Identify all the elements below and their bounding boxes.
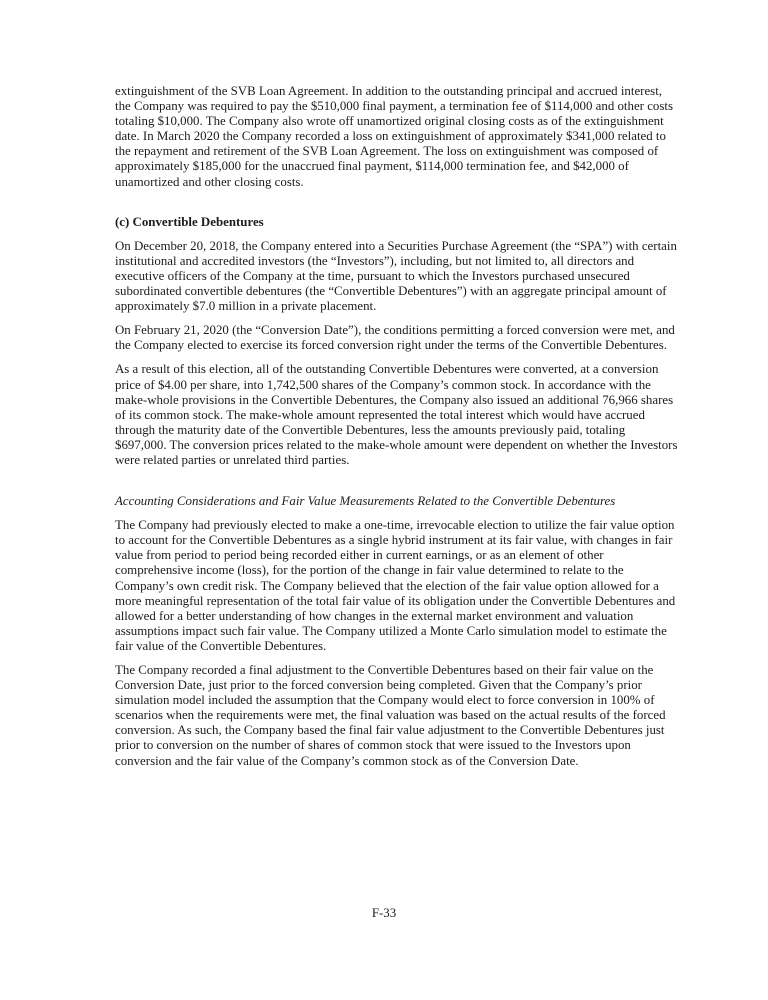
- body-paragraph-spa: On December 20, 2018, the Company entered into a Securities Purchase Agreement (the “SPA”) with certain institutional and accredited investors (the “Investors”), including, but not limited to, all directors and executive officers of the Company at the time, pursuant to which the Investors purchased unsecured subordinated convertible debentures (the “Convertible Debentures”) with an aggregate principal amount of approximately $7.0 million in a private placement.: [115, 238, 677, 314]
- document-body: [115, 84, 678, 778]
- subsection-heading-accounting-considerations: Accounting Considerations and Fair Value Measurements Related to the Convertible Debentures: [115, 494, 616, 509]
- body-paragraph-fair-value-option: The Company had previously elected to make a one-time, irrevocable election to utilize the fair value option to account for the Convertible Debentures as a single hybrid instrument at its fair value, with changes in fair value from period to period being recorded either in current earnings, or as an element of other comprehensive income (loss), for the portion of the change in fair value determined to relate to the Company’s own credit risk. The Company believed that the election of the fair value option allowed for a more meaningful representation of the total fair value of its obligation under the Convertible Debentures and allowed for a better understanding of how changes in the external market environment and valuation assumptions impact such fair value. The Company utilized a Monte Carlo simulation model to estimate the fair value of the Convertible Debentures.: [115, 518, 676, 653]
- body-paragraph-extinguishment: extinguishment of the SVB Loan Agreement. In addition to the outstanding principal and accrued interest, the Company was required to pay the $510,000 final payment, a termination fee of $114,000 and other costs totaling $10,000. The Company also wrote off unamortized original closing costs as of the extinguishment date. In March 2020 the Company recorded a loss on extinguishment of approximately $341,000 related to the repayment and retirement of the SVB Loan Agreement. The loss on extinguishment was composed of approximately $185,000 for the unaccrued final payment, $114,000 termination fee, and $42,000 of unamortized and other closing costs.: [115, 84, 673, 189]
- section-heading-convertible-debentures: (c) Convertible Debentures: [115, 214, 264, 229]
- body-paragraph-conversion-date: On February 21, 2020 (the “Conversion Date”), the conditions permitting a forced conversion were met, and the Company elected to exercise its forced conversion right under the terms of the Convertible Debentures.: [115, 323, 675, 353]
- page-number: F-33: [371, 906, 397, 920]
- body-paragraph-conversion-result: As a result of this election, all of the outstanding Convertible Debentures were converted, at a conversion price of $4.00 per share, into 1,742,500 shares of the Company’s common stock. In accordance with the make-whole provisions in the Convertible Debentures, the Company also issued an additional 76,966 shares of its common stock. The make-whole amount represented the total interest which would have accrued through the maturity date of the Convertible Debentures, less the amounts previously paid, totaling $697,000. The conversion prices related to the make-whole amount were dependent on whether the Investors were related parties or unrelated third parties.: [115, 362, 678, 467]
- body-paragraph-final-adjustment: The Company recorded a final adjustment to the Convertible Debentures based on their fair value on the Conversion Date, just prior to the forced conversion being completed. Given that the Company’s prior simulation model included the assumption that the Company would elect to force conversion in 100% of scenarios when the requirements were met, the final valuation was based on the actual results of the forced conversion. As such, the Company based the final fair value adjustment to the Convertible Debentures just prior to conversion on the number of shares of common stock that were issued to the Investors upon conversion and the fair value of the Company’s common stock as of the Conversion Date.: [115, 663, 666, 768]
